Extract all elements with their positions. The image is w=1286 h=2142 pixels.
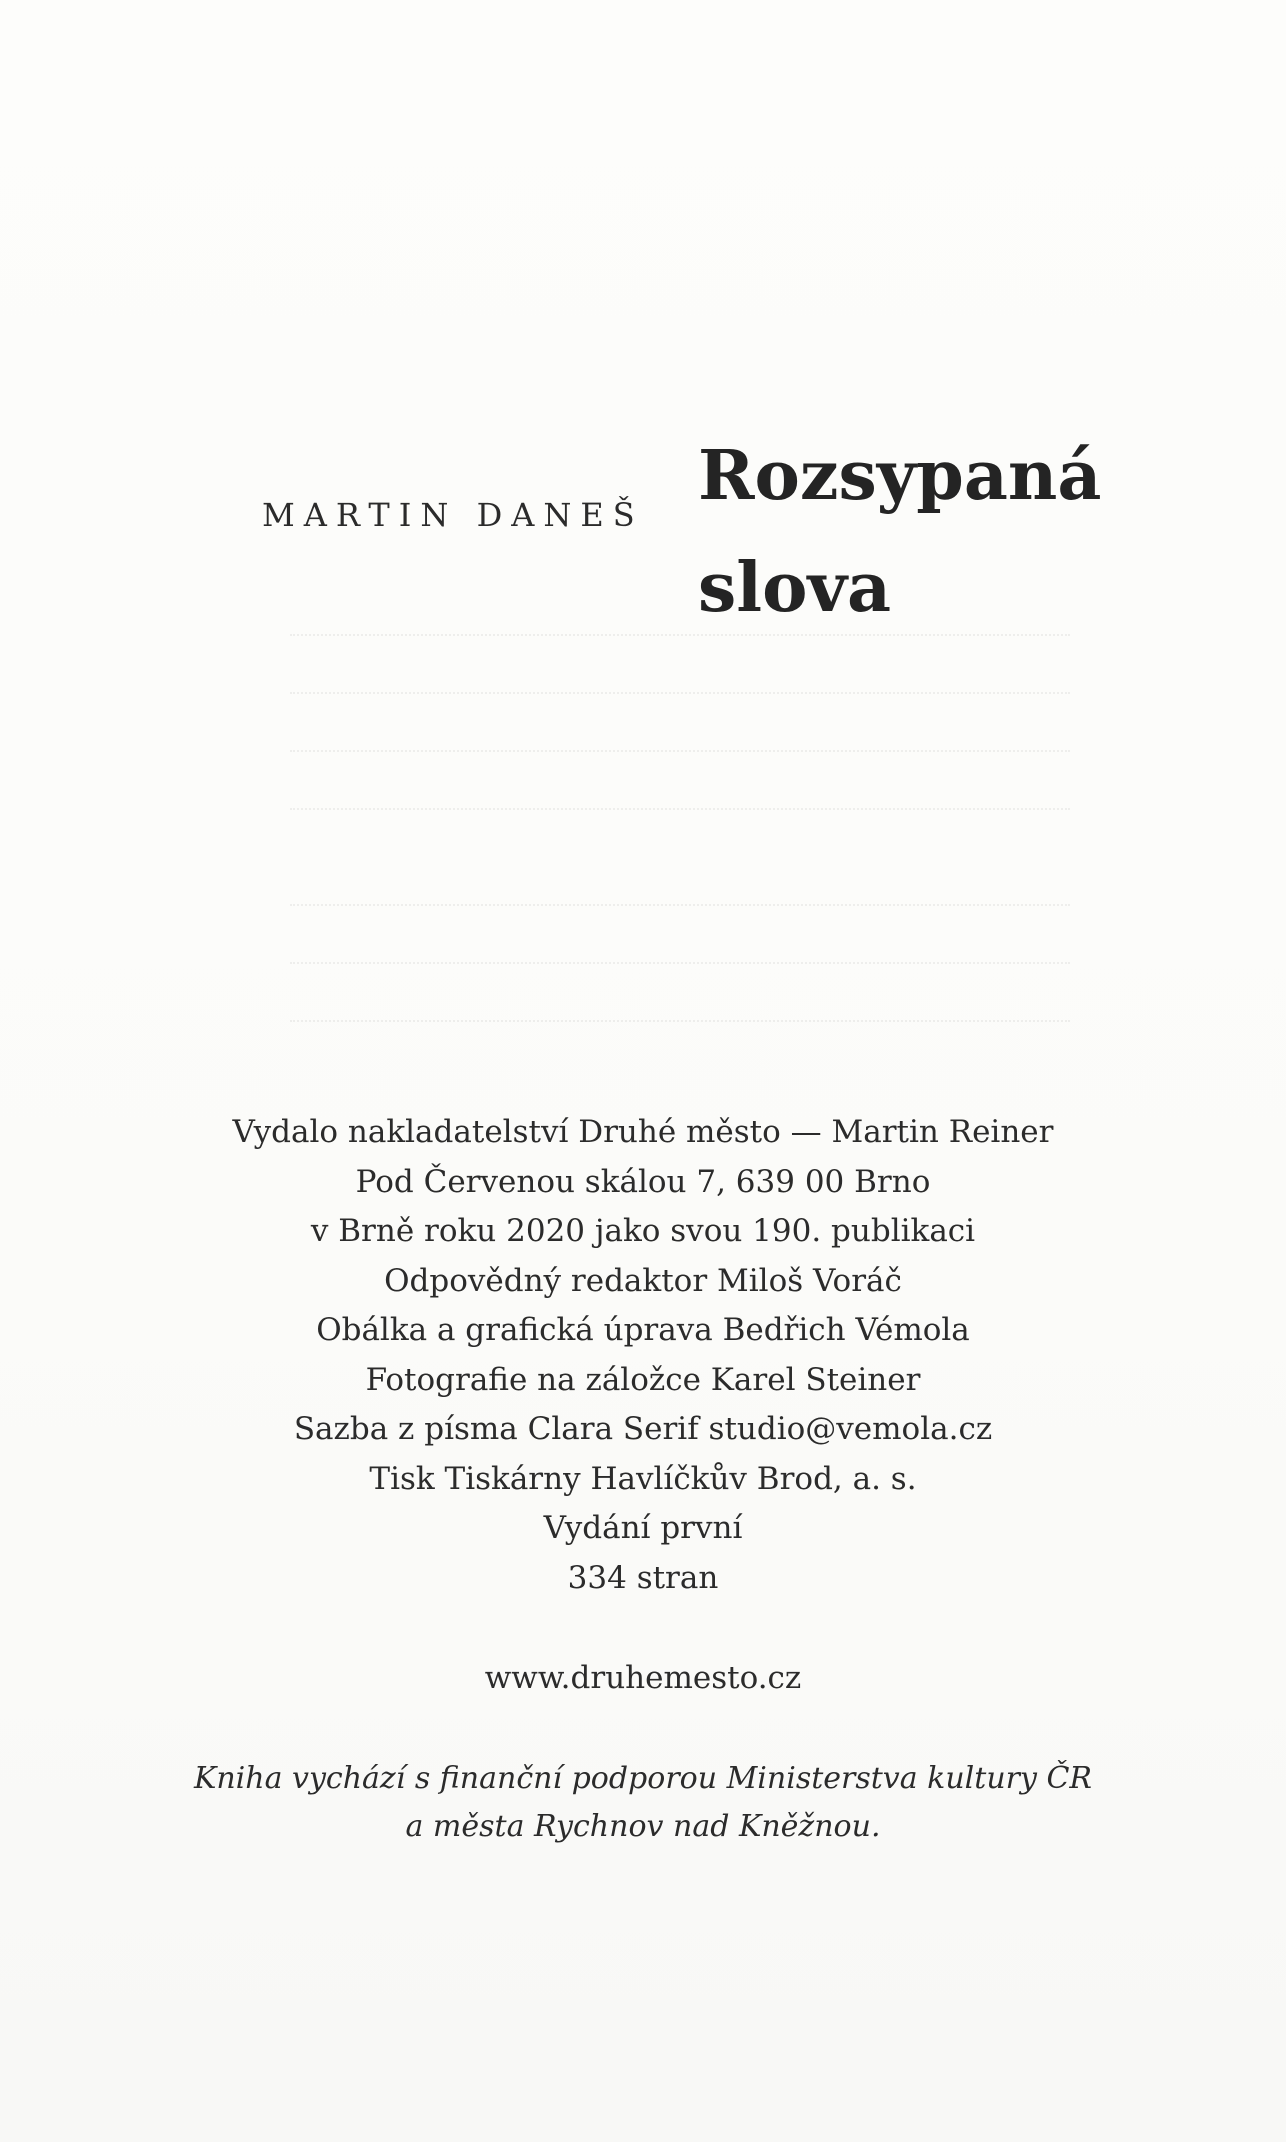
imprint-typesetting: Sazba z písma Clara Serif studio@vemola.cz (293, 1411, 993, 1447)
imprint-printer: Tisk Tiskárny Havlíčkův Brod, a. s. (369, 1460, 917, 1497)
title-line-2: slova (698, 548, 892, 628)
publisher-website: www.druhemesto.cz (484, 1660, 802, 1696)
imprint-year: v Brně roku 2020 jako svou 190. publikaci (310, 1213, 976, 1249)
title-line-1: Rozsypaná (698, 436, 1102, 516)
imprint-design: Obálka a grafická úprava Bedřich Vémola (316, 1312, 970, 1348)
imprint-address: Pod Červenou skálou 7, 639 00 Brno (355, 1163, 931, 1200)
book-title (698, 420, 1101, 644)
funding-note (0, 1755, 1286, 1851)
imprint-photo: Fotografie na záložce Karel Steiner (365, 1361, 921, 1398)
show-through-shadow (290, 580, 1070, 1020)
funding-line-1: Kniha vychází s finanční podporou Ministerstva kultury ČR (193, 1761, 1093, 1796)
author-name: MARTIN DANEŠ (262, 496, 644, 534)
imprint-publisher: Vydalo nakladatelství Druhé město — Martin Reiner (232, 1114, 1054, 1150)
imprint-block (0, 1108, 1286, 1603)
imprint-editor: Odpovědný redaktor Miloš Voráč (384, 1262, 902, 1299)
imprint-pages: 334 stran (567, 1559, 719, 1596)
funding-line-2: a města Rychnov nad Kněžnou. (405, 1809, 881, 1844)
imprint-edition: Vydání první (543, 1510, 743, 1546)
